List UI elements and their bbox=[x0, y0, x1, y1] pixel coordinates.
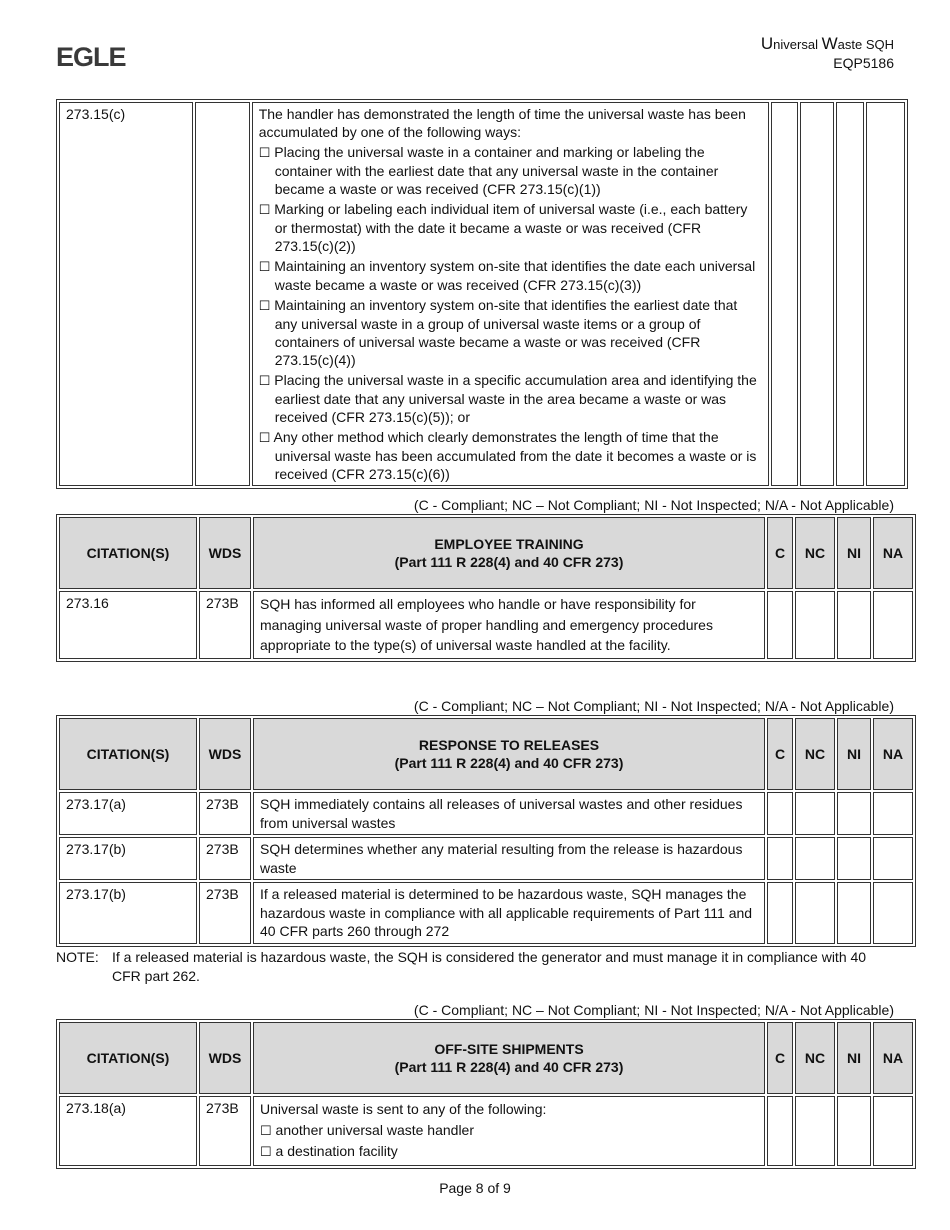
option-item: ☐ a destination facility bbox=[260, 1143, 398, 1159]
ni-cell[interactable] bbox=[837, 837, 871, 880]
ni-header: NI bbox=[837, 1022, 871, 1094]
c-cell[interactable] bbox=[767, 591, 793, 659]
note-label: NOTE: bbox=[56, 949, 99, 965]
citation-cell: 273.18(a) bbox=[59, 1096, 197, 1166]
document-title: Universal Waste SQH bbox=[760, 34, 894, 53]
citation-cell: 273.15(c) bbox=[59, 102, 193, 486]
form-code: EQP5186 bbox=[833, 55, 894, 71]
option-item: ☐ Any other method which clearly demonstrates the length of time that the universal waste has been accumulated from the date it becomes a waste or is received (CFR 273.15(c)(6)) bbox=[258, 429, 757, 482]
c-cell[interactable] bbox=[767, 792, 793, 835]
option-item: ☐ Maintaining an inventory system on-site that identifies the date each universal waste became a waste or was received (CFR 273.15(c)(3)) bbox=[258, 258, 756, 293]
wds-cell: 273B bbox=[199, 837, 251, 880]
requirement-cell: SQH immediately contains all releases of universal wastes and other residues from universal wastes bbox=[253, 792, 765, 835]
checkbox-icon[interactable]: ☐ bbox=[258, 373, 271, 388]
off-site-shipments-table bbox=[56, 1019, 916, 1169]
checkbox-icon[interactable]: ☐ bbox=[258, 430, 271, 445]
wds-cell: 273B bbox=[199, 1096, 251, 1166]
section-title: OFF-SITE SHIPMENTS (Part 111 R 228(4) and 40 CFR 273) bbox=[253, 1022, 765, 1094]
requirement-cell bbox=[252, 102, 769, 486]
citation-cell: 273.17(b) bbox=[59, 882, 197, 944]
checkbox-icon[interactable]: ☐ bbox=[258, 202, 271, 217]
ni-header: NI bbox=[837, 718, 871, 790]
ni-header: NI bbox=[837, 517, 871, 589]
citation-header: CITATION(S) bbox=[59, 517, 197, 589]
table-row bbox=[59, 837, 913, 880]
nc-cell[interactable] bbox=[795, 792, 835, 835]
table-row bbox=[59, 102, 905, 486]
c-cell[interactable] bbox=[767, 837, 793, 880]
ni-cell[interactable] bbox=[836, 102, 864, 486]
table-header-row bbox=[59, 1022, 913, 1094]
requirement-cell bbox=[253, 1096, 765, 1166]
requirement-cell: SQH determines whether any material resulting from the release is hazardous waste bbox=[253, 837, 765, 880]
table-row bbox=[59, 882, 913, 944]
option-item: ☐ another universal waste handler bbox=[260, 1121, 475, 1138]
wds-cell: 273B bbox=[199, 591, 251, 659]
ni-cell[interactable] bbox=[837, 792, 871, 835]
egle-logo bbox=[56, 44, 134, 71]
table-header-row bbox=[59, 517, 913, 589]
wds-header: WDS bbox=[199, 718, 251, 790]
legend: (C - Compliant; NC – Not Compliant; NI - Not Inspected; N/A - Not Applicable) bbox=[413, 698, 894, 714]
nc-cell[interactable] bbox=[795, 837, 835, 880]
section-title: EMPLOYEE TRAINING (Part 111 R 228(4) and 40 CFR 273) bbox=[253, 517, 765, 589]
table-row bbox=[59, 1096, 913, 1166]
note-text: If a released material is hazardous waste, the SQH is considered the generator and must manage it in compliance with 40 CFR part 262. bbox=[112, 949, 867, 984]
na-header: NA bbox=[873, 517, 913, 589]
c-cell[interactable] bbox=[767, 1096, 793, 1166]
option-item: ☐ Placing the universal waste in a container and marking or labeling the container with the earliest date that any universal waste in the container became a waste or was received (CFR 273.15(c)(1)) bbox=[258, 144, 719, 197]
citation-cell: 273.17(a) bbox=[59, 792, 197, 835]
requirement-intro: Universal waste is sent to any of the following: bbox=[260, 1101, 547, 1117]
citation-header: CITATION(S) bbox=[59, 1022, 197, 1094]
nc-cell[interactable] bbox=[795, 591, 835, 659]
option-item: ☐ Placing the universal waste in a specific accumulation area and identifying the earliest date that any universal waste in the area became a waste or was received (CFR 273.15(c)(5)); or bbox=[258, 372, 757, 425]
wds-cell bbox=[195, 102, 250, 486]
citation-cell: 273.16 bbox=[59, 591, 197, 659]
na-cell[interactable] bbox=[873, 591, 913, 659]
na-cell[interactable] bbox=[873, 1096, 913, 1166]
c-header: C bbox=[767, 1022, 793, 1094]
ni-cell[interactable] bbox=[837, 882, 871, 944]
accumulation-time-table bbox=[56, 99, 908, 489]
c-header: C bbox=[767, 718, 793, 790]
option-item: ☐ Marking or labeling each individual item of universal waste (i.e., each battery or thermostat) with the date it became a waste or was received (CFR 273.15(c)(2)) bbox=[258, 201, 748, 254]
checkbox-icon[interactable]: ☐ bbox=[258, 145, 271, 160]
release-note bbox=[56, 948, 876, 986]
c-header: C bbox=[767, 517, 793, 589]
checkbox-icon[interactable]: ☐ bbox=[260, 1122, 272, 1138]
nc-header: NC bbox=[795, 517, 835, 589]
table-row bbox=[59, 792, 913, 835]
svg-text:EGLE: EGLE bbox=[56, 44, 126, 68]
legend: (C - Compliant; NC – Not Compliant; NI - Not Inspected; N/A - Not Applicable) bbox=[413, 497, 894, 513]
na-cell[interactable] bbox=[866, 102, 905, 486]
requirement-cell: SQH has informed all employees who handle or have responsibility for managing universal waste of proper handling and emergency procedures appropriate to the type(s) of universal waste handled at the facility. bbox=[253, 591, 765, 659]
nc-cell[interactable] bbox=[795, 882, 835, 944]
ni-cell[interactable] bbox=[837, 1096, 871, 1166]
nc-header: NC bbox=[795, 1022, 835, 1094]
checkbox-icon[interactable]: ☐ bbox=[260, 1144, 272, 1159]
c-cell[interactable] bbox=[771, 102, 797, 486]
egle-logo-graphic bbox=[56, 44, 134, 68]
wds-header: WDS bbox=[199, 1022, 251, 1094]
wds-cell: 273B bbox=[199, 792, 251, 835]
na-cell[interactable] bbox=[873, 882, 913, 944]
nc-header: NC bbox=[795, 718, 835, 790]
na-header: NA bbox=[873, 718, 913, 790]
checkbox-icon[interactable]: ☐ bbox=[258, 298, 271, 313]
wds-cell: 273B bbox=[199, 882, 251, 944]
nc-cell[interactable] bbox=[800, 102, 834, 486]
na-cell[interactable] bbox=[873, 792, 913, 835]
requirement-intro: The handler has demonstrated the length of time the universal waste has been accumulated by one of the following ways: bbox=[258, 106, 746, 140]
ni-cell[interactable] bbox=[837, 591, 871, 659]
na-header: NA bbox=[873, 1022, 913, 1094]
checkbox-icon[interactable]: ☐ bbox=[258, 259, 271, 274]
na-cell[interactable] bbox=[873, 837, 913, 880]
wds-header: WDS bbox=[199, 517, 251, 589]
citation-header: CITATION(S) bbox=[59, 718, 197, 790]
nc-cell[interactable] bbox=[795, 1096, 835, 1166]
table-row bbox=[59, 591, 913, 659]
response-to-releases-table bbox=[56, 715, 916, 947]
employee-training-table bbox=[56, 514, 916, 662]
citation-cell: 273.17(b) bbox=[59, 837, 197, 880]
legend: (C - Compliant; NC – Not Compliant; NI - Not Inspected; N/A - Not Applicable) bbox=[413, 1002, 894, 1018]
page-number: Page 8 of 9 bbox=[439, 1180, 511, 1196]
section-title: RESPONSE TO RELEASES (Part 111 R 228(4) and 40 CFR 273) bbox=[253, 718, 765, 790]
table-header-row bbox=[59, 718, 913, 790]
option-item: ☐ Maintaining an inventory system on-site that identifies the earliest date that any universal waste in a group of universal waste items or a group of containers of universal waste became a waste or was received (CFR 273.15(c)(4)) bbox=[258, 297, 738, 368]
c-cell[interactable] bbox=[767, 882, 793, 944]
requirement-cell: If a released material is determined to be hazardous waste, SQH manages the hazardous waste in compliance with all applicable requirements of Part 111 and 40 CFR parts 260 through 272 bbox=[253, 882, 765, 944]
